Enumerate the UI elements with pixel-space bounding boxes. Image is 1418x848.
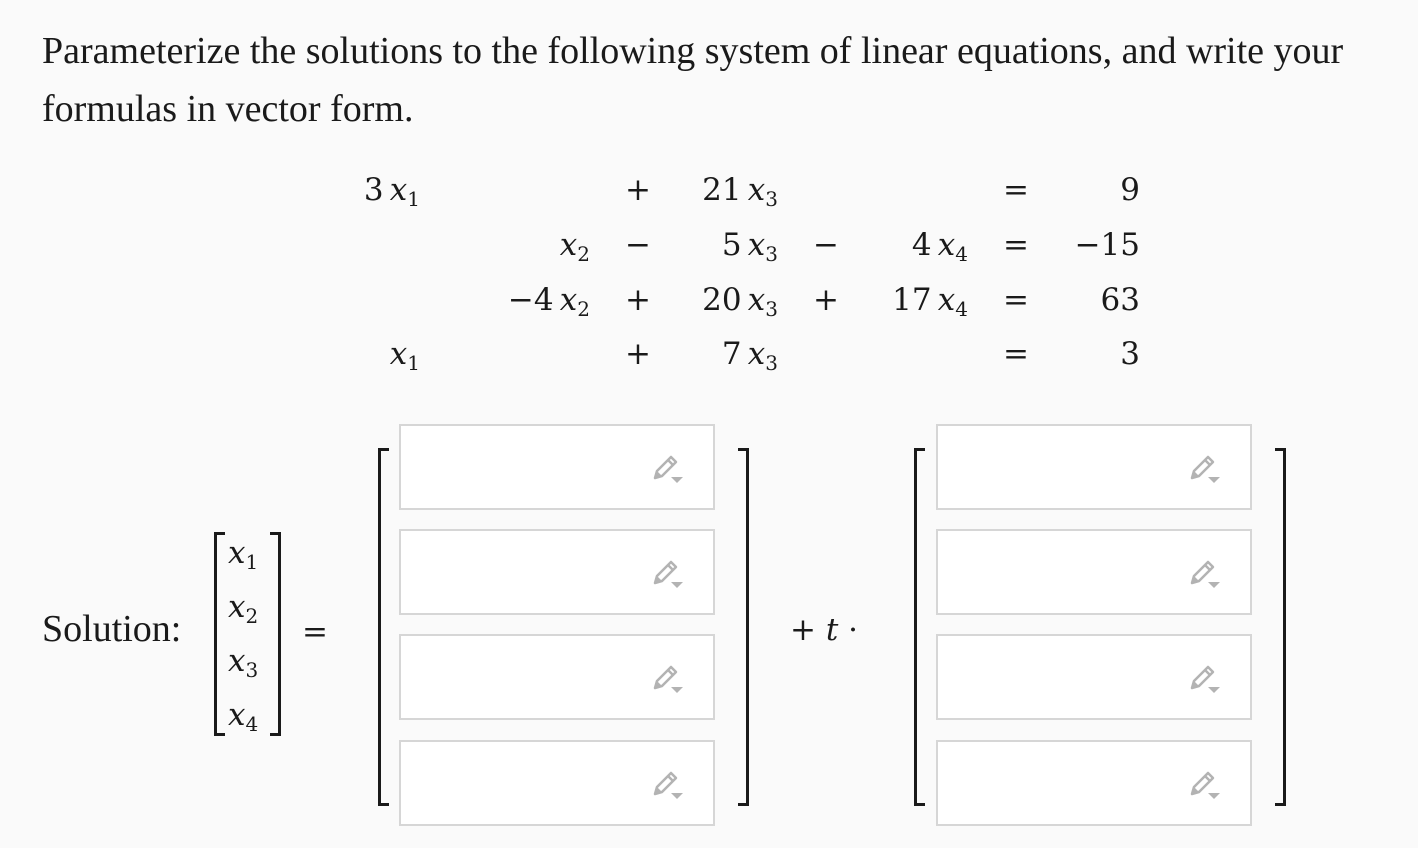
term-x2 — [507, 282, 590, 321]
coefficient: 4 — [911, 227, 932, 263]
solution-variable — [228, 535, 259, 574]
variable-vector-right-bracket — [270, 532, 281, 736]
variable: x — [747, 172, 766, 208]
variable-index: 4 — [955, 297, 968, 321]
variable: x — [228, 589, 246, 625]
operator-op3: + — [625, 172, 651, 208]
variable-index: 4 — [955, 242, 968, 266]
direction-vector-right-bracket — [1275, 448, 1286, 806]
variable: x — [937, 282, 956, 318]
variable-index: 3 — [245, 658, 259, 682]
term-x2 — [559, 227, 590, 266]
direction-input-2[interactable] — [936, 529, 1252, 615]
term-x4 — [892, 282, 968, 321]
direction-vector-left-bracket — [914, 448, 925, 806]
term-x3 — [721, 227, 778, 266]
equals-sign: = — [1003, 336, 1029, 372]
variable: x — [389, 172, 408, 208]
variable-index: 1 — [245, 550, 259, 574]
variable: x — [559, 282, 578, 318]
variable-index: 3 — [765, 297, 778, 321]
variable: x — [937, 227, 956, 263]
variable-index: 1 — [407, 351, 420, 375]
rhs-value: 9 — [1120, 172, 1140, 208]
equals-sign: = — [1003, 172, 1029, 208]
equals-sign: = — [1003, 227, 1029, 263]
variable-index: 1 — [407, 187, 420, 211]
rhs-value: 3 — [1120, 336, 1140, 372]
pencil-dropdown-icon[interactable] — [1186, 452, 1226, 486]
variable: x — [747, 282, 766, 318]
variable-index: 2 — [245, 604, 259, 628]
variable: x — [389, 336, 408, 372]
dot-operator: · — [848, 612, 859, 648]
variable-index: 3 — [765, 187, 778, 211]
operator-op3: + — [625, 336, 651, 372]
equals-sign: = — [1003, 282, 1029, 318]
pencil-dropdown-icon[interactable] — [1186, 768, 1226, 802]
variable: x — [228, 643, 246, 679]
pencil-dropdown-icon[interactable] — [649, 768, 689, 802]
term-x1 — [389, 336, 420, 375]
coefficient: 20 — [702, 282, 742, 318]
solution-variable — [228, 697, 259, 736]
rhs-value: −15 — [1074, 227, 1140, 263]
solution-variable — [228, 643, 259, 682]
coefficient: 3 — [363, 172, 384, 208]
operator-op3: + — [625, 282, 651, 318]
operator-op4: + — [813, 282, 839, 318]
solution-equals-sign: = — [302, 614, 328, 650]
coefficient: 17 — [892, 282, 932, 318]
variable-index: 2 — [577, 242, 590, 266]
variable-index: 3 — [765, 351, 778, 375]
coefficient: −4 — [507, 282, 554, 318]
direction-input-3[interactable] — [936, 634, 1252, 720]
constant-input-1[interactable] — [399, 424, 715, 510]
constant-vector-right-bracket — [738, 448, 749, 806]
term-x3 — [702, 282, 778, 321]
variable: x — [747, 227, 766, 263]
term-x3 — [721, 336, 778, 375]
constant-input-2[interactable] — [399, 529, 715, 615]
pencil-dropdown-icon[interactable] — [649, 662, 689, 696]
operator-op3: − — [625, 227, 651, 263]
parameter-t: t — [825, 612, 839, 648]
variable-vector-left-bracket — [214, 532, 225, 736]
term-x3 — [702, 172, 778, 211]
constant-vector-left-bracket — [378, 448, 389, 806]
pencil-dropdown-icon[interactable] — [649, 557, 689, 591]
pencil-dropdown-icon[interactable] — [649, 452, 689, 486]
constant-input-3[interactable] — [399, 634, 715, 720]
coefficient: 5 — [721, 227, 742, 263]
direction-input-4[interactable] — [936, 740, 1252, 826]
term-x4 — [911, 227, 968, 266]
variable: x — [228, 535, 246, 571]
plus-sign: + — [790, 612, 816, 648]
solution-variable — [228, 589, 259, 628]
variable: x — [747, 336, 766, 372]
term-x1 — [363, 172, 420, 211]
variable-index: 2 — [577, 297, 590, 321]
variable-index: 3 — [765, 242, 778, 266]
pencil-dropdown-icon[interactable] — [1186, 557, 1226, 591]
variable-index: 4 — [245, 712, 259, 736]
constant-input-4[interactable] — [399, 740, 715, 826]
operator-op4: − — [813, 227, 839, 263]
variable: x — [228, 697, 246, 733]
coefficient: 21 — [702, 172, 742, 208]
rhs-value: 63 — [1100, 282, 1140, 318]
parameter-term — [790, 612, 859, 648]
variable: x — [559, 227, 578, 263]
pencil-dropdown-icon[interactable] — [1186, 662, 1226, 696]
problem-prompt: Parameterize the solutions to the following system of linear equations, and write your formulas in vector form. — [42, 30, 1344, 130]
solution-label: Solution: — [42, 608, 182, 650]
direction-input-1[interactable] — [936, 424, 1252, 510]
coefficient: 7 — [721, 336, 742, 372]
